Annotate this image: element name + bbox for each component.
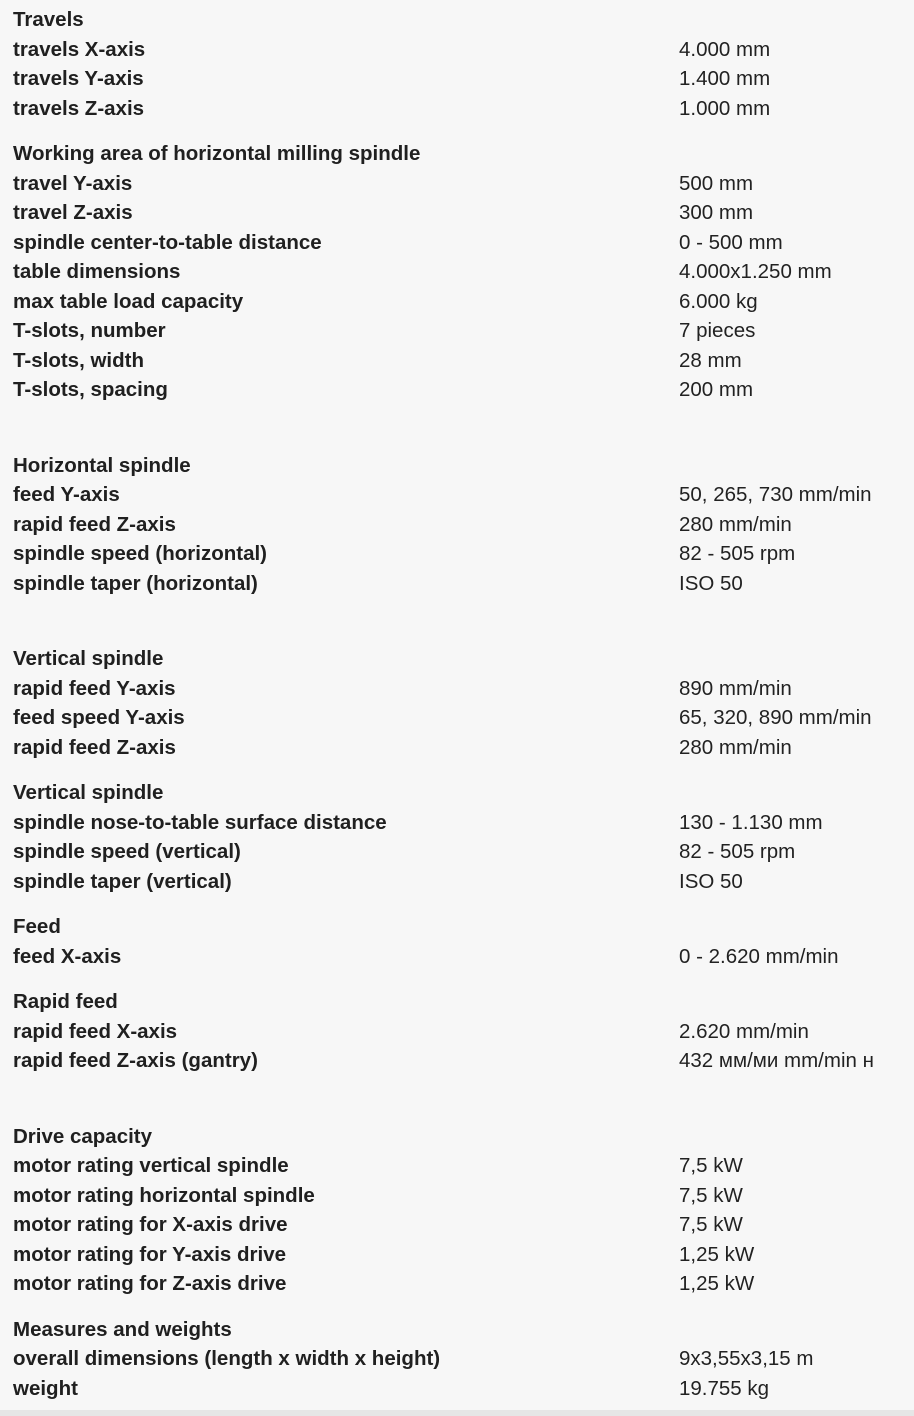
spec-value: 4.000x1.250 mm — [679, 260, 832, 283]
spec-value: 0 - 2.620 mm/min — [679, 944, 839, 968]
spec-label: T-slots, spacing — [13, 378, 168, 401]
spec-value: 6.000 kg — [679, 289, 758, 313]
spec-label: max table load capacity — [13, 289, 244, 313]
spec-label: overall dimensions (length x width x height) — [13, 1347, 441, 1370]
spec-row — [0, 1046, 914, 1076]
spec-value: 50, 265, 730 mm/min — [679, 483, 872, 506]
spec-row — [0, 1344, 914, 1374]
spec-row — [0, 346, 914, 376]
bottom-divider — [0, 1410, 914, 1416]
section-vertical-spindle — [0, 644, 914, 762]
spec-label: spindle speed (horizontal) — [13, 542, 267, 565]
spec-label: spindle taper (vertical) — [13, 869, 232, 893]
spec-value: 7 pieces — [679, 319, 756, 342]
spec-value: 280 mm/min — [679, 512, 792, 536]
spec-value: 300 mm — [679, 201, 754, 224]
spec-value: 500 mm — [679, 171, 754, 195]
spec-value: 19.755 kg — [679, 1376, 770, 1400]
spec-value: 1,25 kW — [679, 1242, 755, 1266]
spec-label: rapid feed Z-axis (gantry) — [13, 1049, 258, 1072]
spec-value: 9x3,55x3,15 m — [679, 1347, 814, 1370]
spec-row — [0, 94, 914, 124]
spec-value: 7,5 kW — [679, 1213, 743, 1236]
section-heading: Vertical spindle — [13, 781, 164, 804]
spec-row — [0, 539, 914, 569]
spec-row — [0, 942, 914, 972]
spec-row — [0, 569, 914, 599]
spec-value: 890 mm/min — [679, 676, 792, 700]
spec-row — [0, 1269, 914, 1299]
spec-value: 130 - 1.130 mm — [679, 810, 823, 834]
spec-label: travels Z-axis — [13, 96, 145, 120]
section-heading: Feed — [13, 915, 61, 938]
spec-label: T-slots, number — [13, 319, 166, 342]
spec-label: motor rating for X-axis drive — [13, 1213, 288, 1236]
spec-label: T-slots, width — [13, 348, 144, 372]
spec-row — [0, 867, 914, 897]
spec-row — [0, 1017, 914, 1047]
section-drive-capacity — [0, 1122, 914, 1299]
section-vertical-spindle-dimensions — [0, 778, 914, 896]
spec-row — [0, 375, 914, 405]
spec-value: 1.000 mm — [679, 96, 771, 120]
spec-row — [0, 1151, 914, 1181]
spec-row — [0, 257, 914, 287]
spec-row — [0, 35, 914, 65]
spec-value: 7,5 kW — [679, 1183, 743, 1207]
spec-label: feed Y-axis — [13, 483, 120, 506]
section-feed — [0, 912, 914, 971]
spec-label: rapid feed Y-axis — [13, 676, 176, 700]
spec-label: spindle center-to-table distance — [13, 230, 322, 254]
spec-label: feed speed Y-axis — [13, 706, 185, 729]
section-measures-weights — [0, 1315, 914, 1404]
spec-label: travel Z-axis — [13, 201, 133, 224]
spec-row — [0, 64, 914, 94]
spec-label: feed X-axis — [13, 944, 122, 968]
spec-row — [0, 837, 914, 867]
spec-label: rapid feed Z-axis — [13, 735, 176, 759]
spec-value: 82 - 505 rpm — [679, 840, 796, 863]
spec-value: 2.620 mm/min — [679, 1019, 809, 1043]
spec-value: 4.000 mm — [679, 37, 771, 61]
section-horizontal-spindle — [0, 451, 914, 599]
section-heading: Measures and weights — [13, 1317, 232, 1341]
spec-row — [0, 1374, 914, 1404]
section-heading: Drive capacity — [13, 1124, 153, 1148]
spec-value: 280 mm/min — [679, 735, 792, 759]
section-heading: Rapid feed — [13, 990, 118, 1013]
spec-row — [0, 198, 914, 228]
spec-value: 1.400 mm — [679, 67, 771, 90]
section-rapid-feed — [0, 987, 914, 1076]
spec-value: 65, 320, 890 mm/min — [679, 706, 872, 729]
spec-value: 200 mm — [679, 378, 754, 401]
spec-label: rapid feed X-axis — [13, 1019, 178, 1043]
spec-label: travels X-axis — [13, 37, 146, 61]
spec-row — [0, 808, 914, 838]
spec-label: spindle speed (vertical) — [13, 840, 241, 863]
spec-value: 82 - 505 rpm — [679, 542, 796, 565]
section-heading: Travels — [13, 8, 84, 31]
spec-value: 432 мм/ми mm/min н — [679, 1049, 874, 1072]
spec-label: spindle taper (horizontal) — [13, 571, 258, 595]
spec-label: motor rating vertical spindle — [13, 1154, 289, 1177]
spec-label: rapid feed Z-axis — [13, 512, 176, 536]
spec-row — [0, 169, 914, 199]
spec-label: motor rating for Y-axis drive — [13, 1242, 287, 1266]
spec-label: weight — [13, 1376, 78, 1400]
spec-value: 0 - 500 mm — [679, 230, 783, 254]
spec-label: motor rating horizontal spindle — [13, 1183, 315, 1207]
spec-row — [0, 674, 914, 704]
spec-row — [0, 703, 914, 733]
section-heading: Vertical spindle — [13, 647, 164, 670]
spec-row — [0, 228, 914, 258]
section-heading: Horizontal spindle — [13, 453, 191, 477]
spec-label: travel Y-axis — [13, 171, 133, 195]
spec-row — [0, 1181, 914, 1211]
spec-label: travels Y-axis — [13, 67, 144, 90]
spec-row — [0, 316, 914, 346]
section-working-area — [0, 139, 914, 405]
spec-row — [0, 510, 914, 540]
spec-value: 7,5 kW — [679, 1154, 743, 1177]
spec-label: table dimensions — [13, 260, 181, 283]
spec-label: spindle nose-to-table surface distance — [13, 810, 387, 834]
spec-row — [0, 1240, 914, 1270]
section-travels — [0, 0, 914, 123]
spec-value: 1,25 kW — [679, 1272, 755, 1295]
spec-value: 28 mm — [679, 348, 742, 372]
section-heading: Working area of horizontal milling spindle — [13, 142, 421, 165]
spec-row — [0, 1210, 914, 1240]
spec-label: motor rating for Z-axis drive — [13, 1272, 287, 1295]
spec-value: ISO 50 — [679, 869, 743, 893]
spec-value: ISO 50 — [679, 571, 743, 595]
spec-row — [0, 287, 914, 317]
spec-row — [0, 733, 914, 763]
spec-row — [0, 480, 914, 510]
